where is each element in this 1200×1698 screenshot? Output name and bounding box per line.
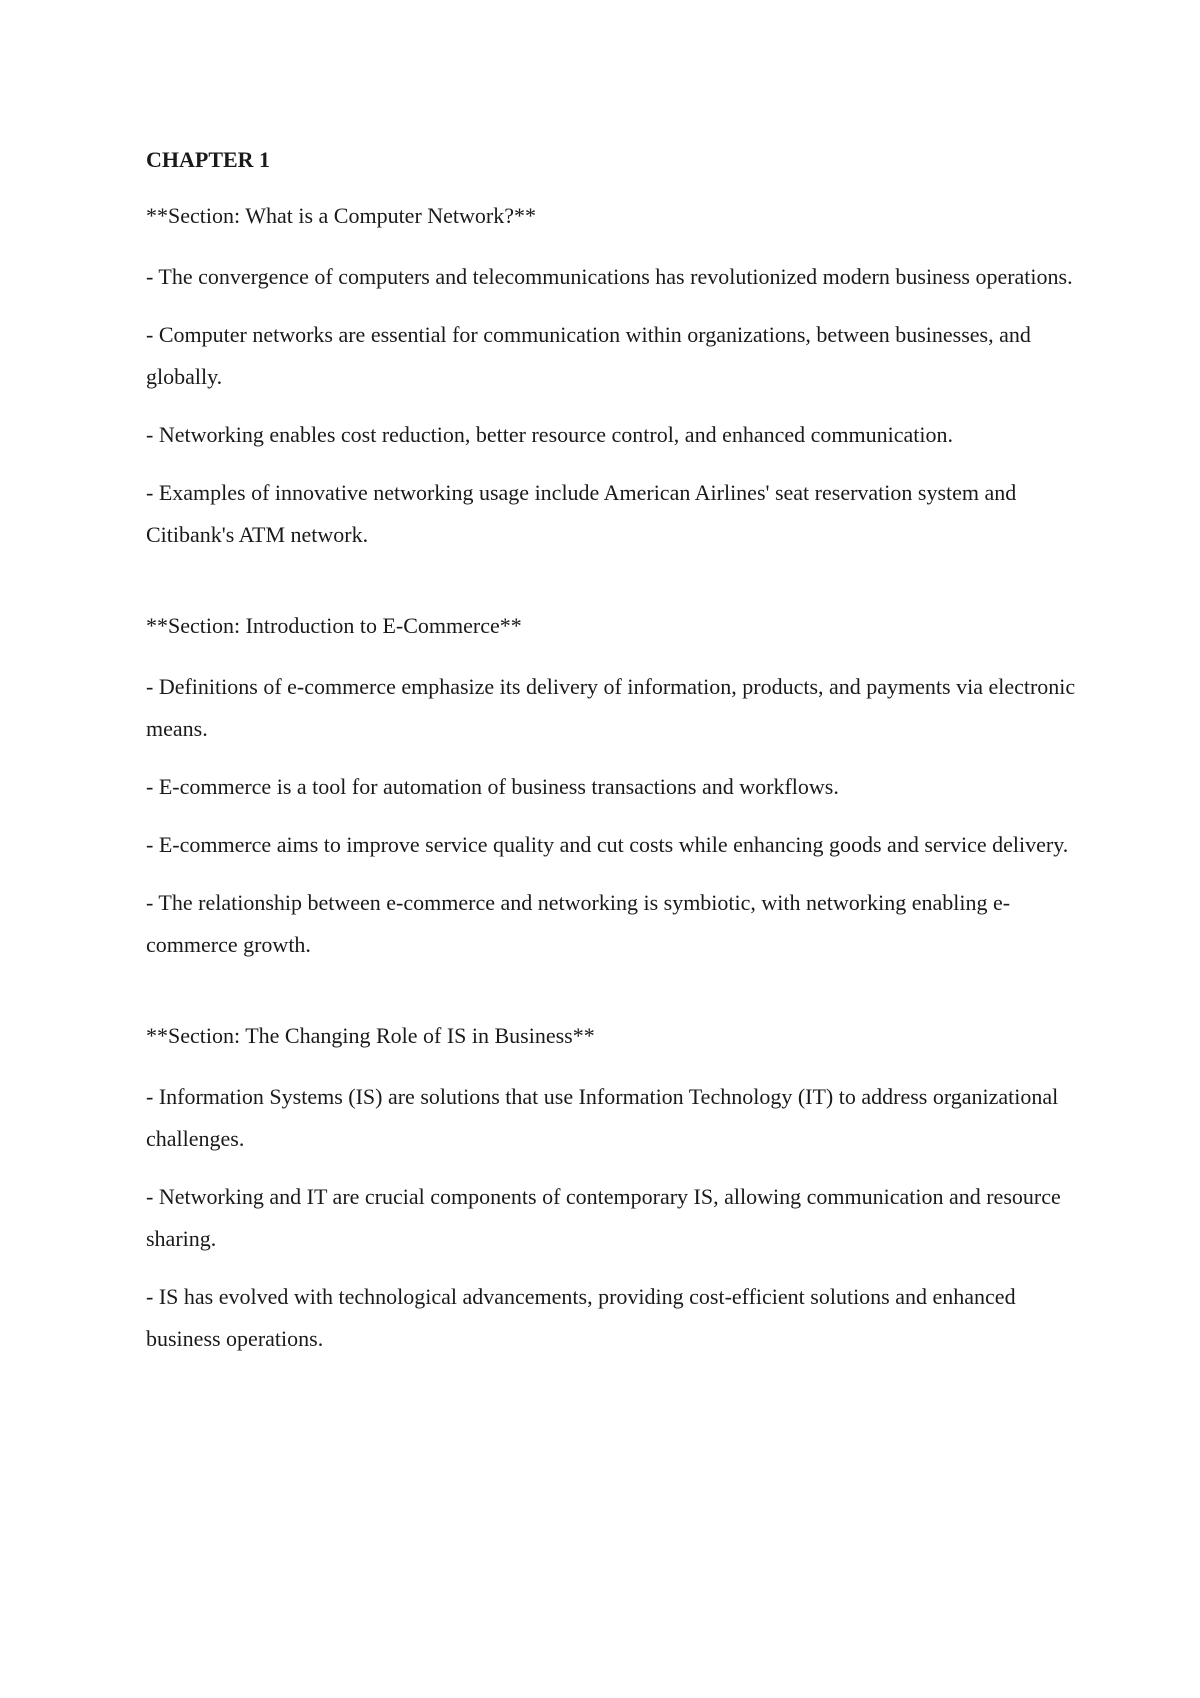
- bullet-item: - IS has evolved with technological advancements, providing cost-efficient solutions and enhanced business operations.: [146, 1284, 1016, 1351]
- section-computer-network: [146, 198, 1076, 556]
- bullet-item: - Definitions of e-commerce emphasize its delivery of information, products, and payments via electronic means.: [146, 674, 1076, 741]
- bullet-item: - The convergence of computers and telecommunications has revolutionized modern business operations.: [146, 264, 1073, 289]
- bullet-item: - E-commerce is a tool for automation of business transactions and workflows.: [146, 774, 839, 799]
- section-heading: **Section: What is a Computer Network?**: [146, 203, 537, 228]
- section-heading: **Section: The Changing Role of IS in Business**: [146, 1023, 595, 1048]
- bullet-item: - Networking and IT are crucial components of contemporary IS, allowing communication and resource sharing.: [146, 1184, 1061, 1251]
- section-heading: **Section: Introduction to E-Commerce**: [146, 613, 522, 638]
- bullet-item: - Computer networks are essential for communication within organizations, between businesses, and globally.: [146, 322, 1031, 389]
- bullet-item: - The relationship between e-commerce and networking is symbiotic, with networking enabling e-commerce growth.: [146, 890, 1011, 957]
- bullet-item: - E-commerce aims to improve service quality and cut costs while enhancing goods and service delivery.: [146, 832, 1069, 857]
- bullet-item: - Networking enables cost reduction, better resource control, and enhanced communication.: [146, 422, 953, 447]
- section-role-of-is: [146, 1018, 1076, 1360]
- document-body: [146, 142, 1076, 1376]
- section-e-commerce: [146, 608, 1076, 966]
- bullet-item: - Examples of innovative networking usage include American Airlines' seat reservation system and Citibank's ATM network.: [146, 480, 1017, 547]
- bullet-item: - Information Systems (IS) are solutions that use Information Technology (IT) to address organizational challenges.: [146, 1084, 1059, 1151]
- chapter-title: CHAPTER 1: [146, 147, 271, 172]
